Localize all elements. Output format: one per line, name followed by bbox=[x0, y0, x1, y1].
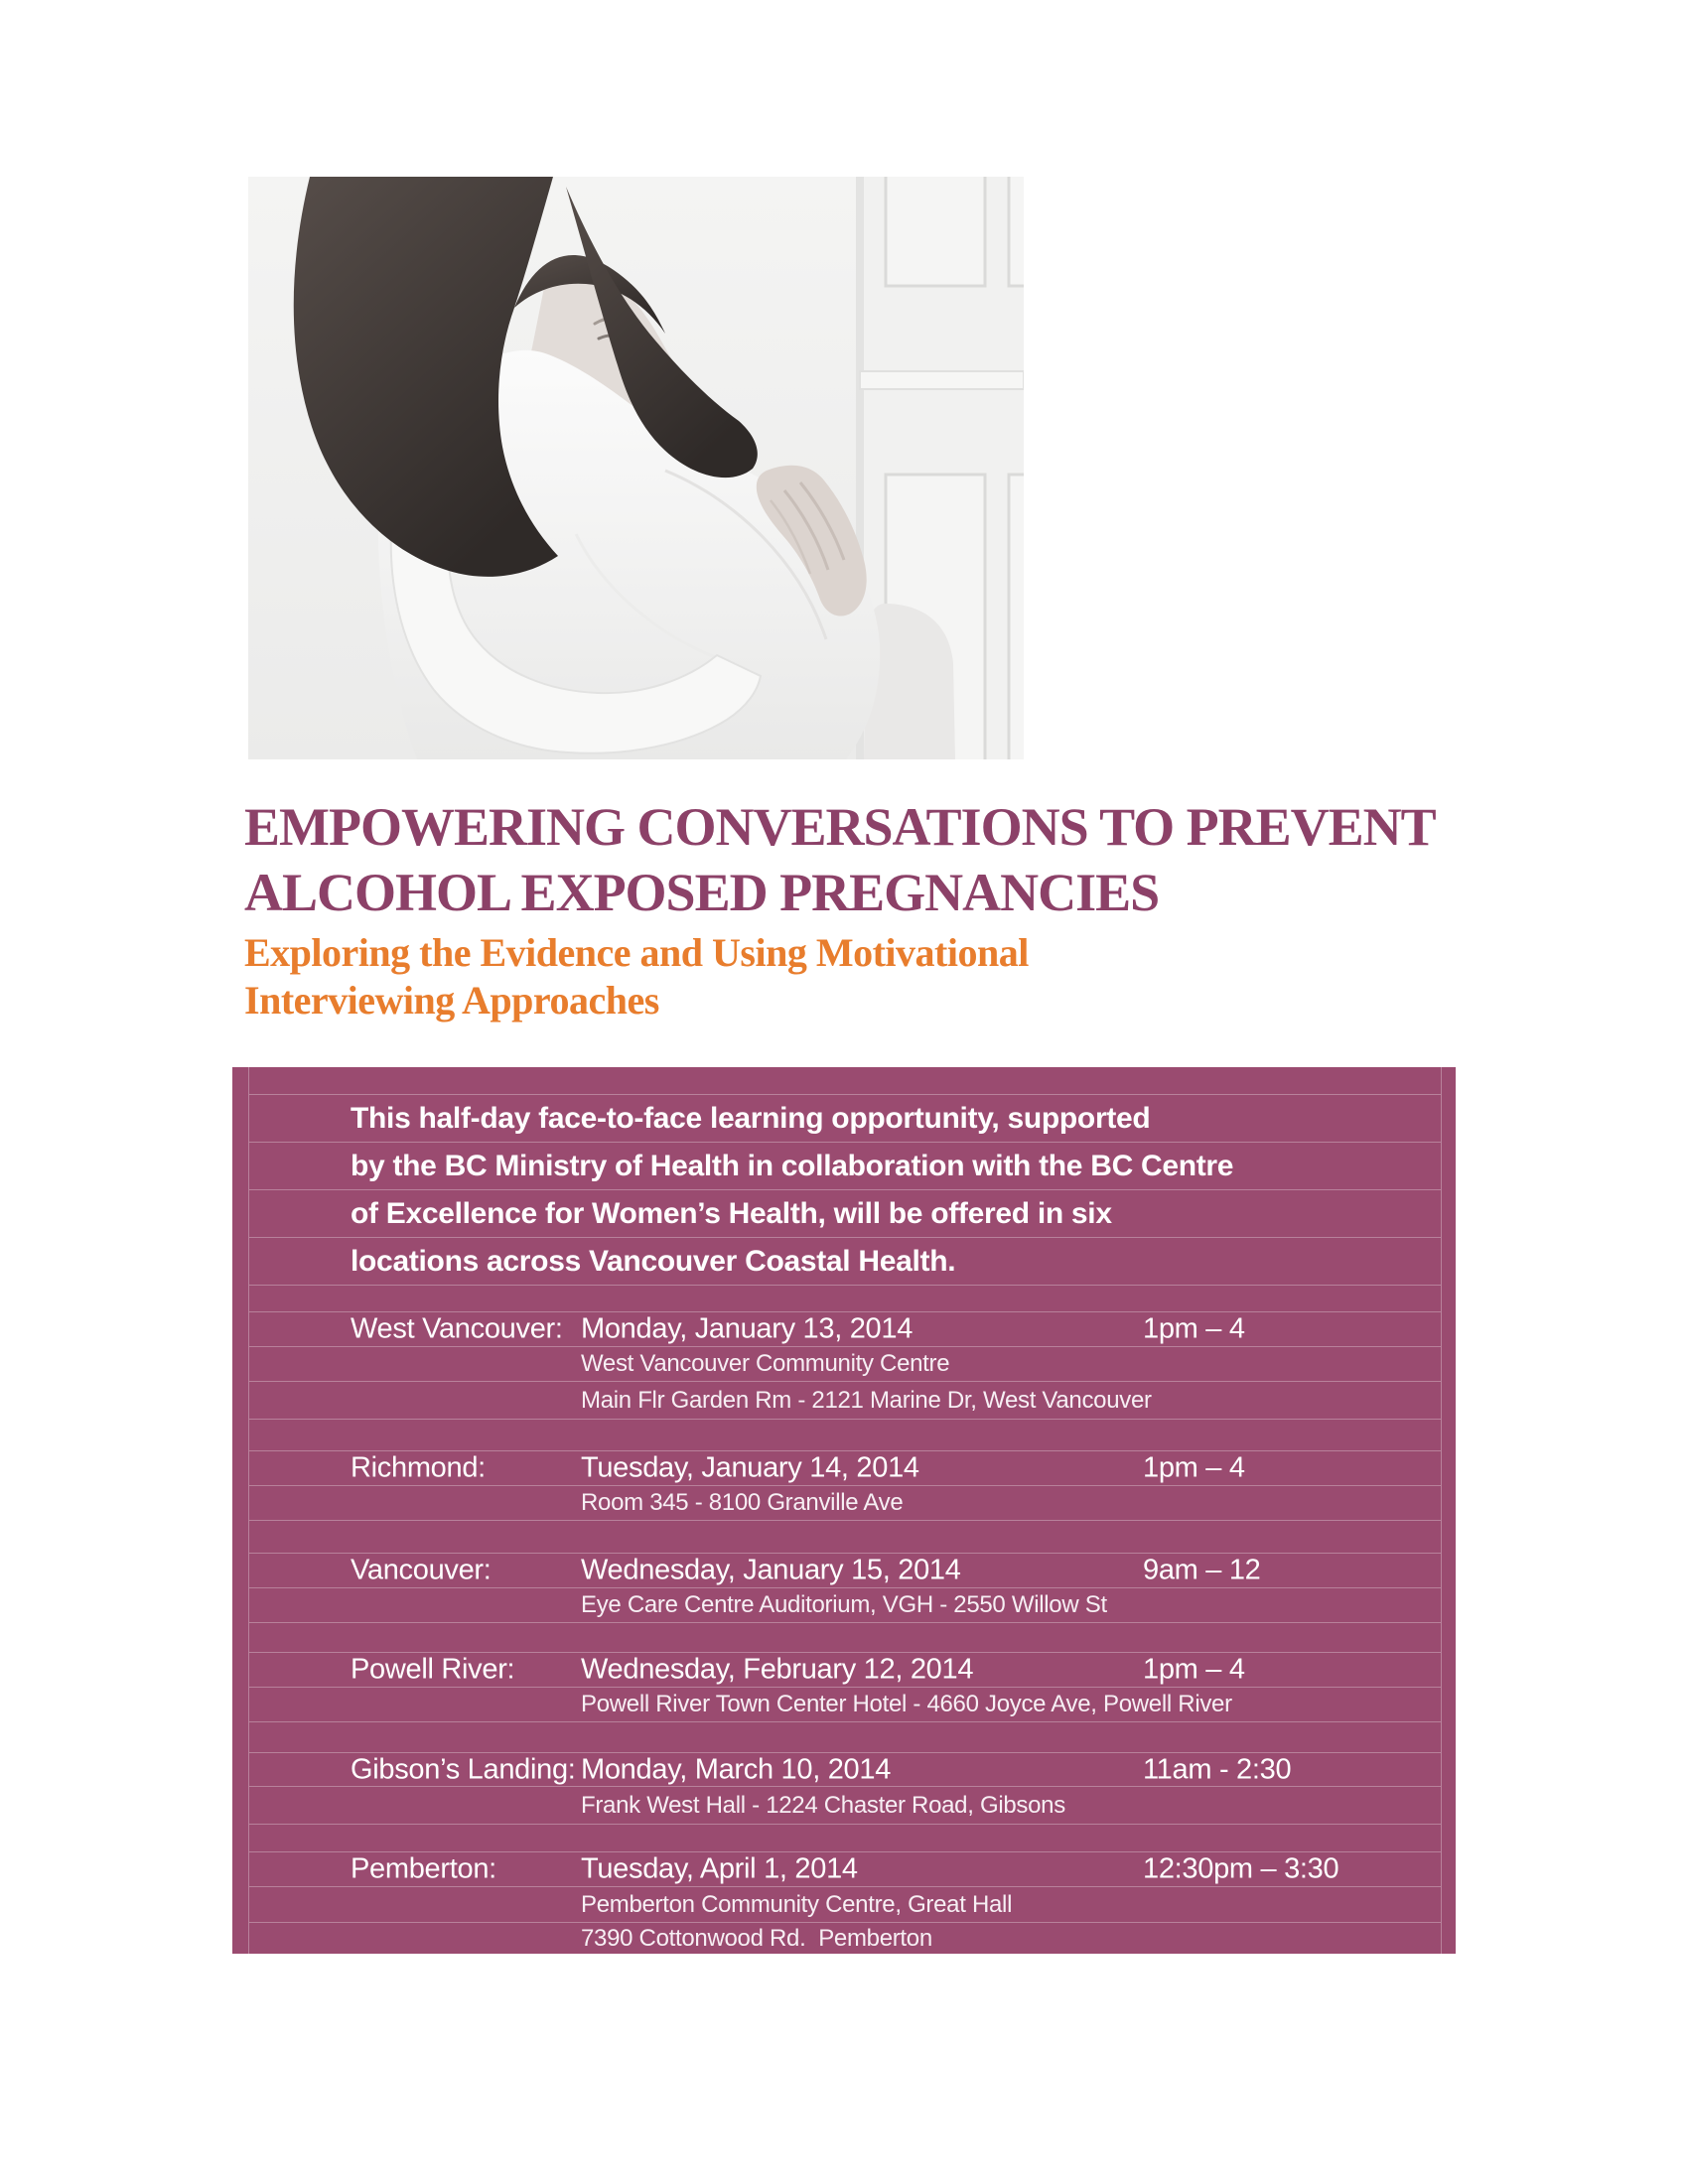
page-title-line-2: ALCOHOL EXPOSED PREGNANCIES bbox=[244, 863, 1160, 922]
event-row-venue bbox=[249, 1787, 1441, 1825]
page-subtitle-line-2: Interviewing Approaches bbox=[244, 978, 659, 1023]
events-table bbox=[232, 1067, 1456, 1954]
location-cell: Pemberton: bbox=[351, 1852, 496, 1885]
page-subtitle bbox=[244, 929, 1495, 1024]
date-cell: Wednesday, February 12, 2014 bbox=[581, 1653, 974, 1686]
intro-text: locations across Vancouver Coastal Health. bbox=[351, 1244, 956, 1278]
event-row-venue bbox=[249, 1382, 1441, 1420]
time-cell: 12:30pm – 3:30 bbox=[1143, 1852, 1339, 1885]
spacer-row bbox=[249, 1623, 1441, 1653]
spacer-row bbox=[249, 1722, 1441, 1753]
intro-row bbox=[249, 1238, 1441, 1286]
venue-cell: West Vancouver Community Centre bbox=[581, 1350, 950, 1377]
venue-cell: 7390 Cottonwood Rd. Pemberton bbox=[581, 1924, 932, 1952]
time-cell: 1pm – 4 bbox=[1143, 1312, 1245, 1345]
venue-cell: Pemberton Community Centre, Great Hall bbox=[581, 1890, 1013, 1918]
spacer-row bbox=[249, 1286, 1441, 1312]
venue-cell: Room 345 - 8100 Granville Ave bbox=[581, 1489, 904, 1516]
location-cell: Vancouver: bbox=[351, 1554, 492, 1586]
event-row-main bbox=[249, 1451, 1441, 1486]
spacer-row bbox=[249, 1420, 1441, 1451]
time-cell: 1pm – 4 bbox=[1143, 1653, 1245, 1686]
event-row-venue bbox=[249, 1887, 1441, 1923]
intro-row bbox=[249, 1095, 1441, 1143]
venue-cell: Frank West Hall - 1224 Chaster Road, Gibsons bbox=[581, 1791, 1065, 1819]
page-title bbox=[244, 794, 1495, 925]
intro-text: This half-day face-to-face learning opportunity, supported bbox=[351, 1101, 1151, 1135]
spacer-row bbox=[249, 1067, 1441, 1095]
date-cell: Tuesday, April 1, 2014 bbox=[581, 1852, 858, 1885]
page-title-line-1: EMPOWERING CONVERSATIONS TO PREVENT bbox=[244, 797, 1436, 857]
event-row-main bbox=[249, 1312, 1441, 1347]
event-row-venue bbox=[249, 1347, 1441, 1382]
venue-cell: Powell River Town Center Hotel - 4660 Joyce Ave, Powell River bbox=[581, 1691, 1232, 1717]
date-cell: Monday, March 10, 2014 bbox=[581, 1753, 892, 1785]
event-row-venue bbox=[249, 1688, 1441, 1722]
location-cell: Richmond: bbox=[351, 1451, 486, 1484]
location-cell: West Vancouver: bbox=[351, 1312, 563, 1345]
date-cell: Monday, January 13, 2014 bbox=[581, 1312, 914, 1345]
location-cell: Powell River: bbox=[351, 1653, 515, 1686]
location-cell: Gibson’s Landing: bbox=[351, 1753, 576, 1785]
event-row-main bbox=[249, 1554, 1441, 1588]
date-cell: Wednesday, January 15, 2014 bbox=[581, 1554, 961, 1586]
intro-row bbox=[249, 1190, 1441, 1238]
intro-text: of Excellence for Women’s Health, will be offered in six bbox=[351, 1196, 1112, 1230]
event-row-venue bbox=[249, 1923, 1441, 1954]
table-grid bbox=[248, 1067, 1442, 1954]
event-row-main bbox=[249, 1653, 1441, 1688]
date-cell: Tuesday, January 14, 2014 bbox=[581, 1451, 919, 1484]
event-row-venue bbox=[249, 1486, 1441, 1521]
time-cell: 1pm – 4 bbox=[1143, 1451, 1245, 1484]
spacer-row bbox=[249, 1825, 1441, 1852]
time-cell: 9am – 12 bbox=[1143, 1554, 1261, 1586]
page-subtitle-line-1: Exploring the Evidence and Using Motivational bbox=[244, 930, 1029, 975]
spacer-row bbox=[249, 1521, 1441, 1554]
time-cell: 11am - 2:30 bbox=[1143, 1753, 1292, 1785]
venue-cell: Eye Care Centre Auditorium, VGH - 2550 Willow St bbox=[581, 1591, 1107, 1618]
pregnant-woman-photo bbox=[248, 177, 1024, 759]
event-row-main bbox=[249, 1852, 1441, 1887]
event-row-main bbox=[249, 1753, 1441, 1787]
venue-cell: Main Flr Garden Rm - 2121 Marine Dr, West Vancouver bbox=[581, 1386, 1152, 1414]
pregnant-woman-photo-svg bbox=[248, 177, 1024, 759]
event-row-venue bbox=[249, 1588, 1441, 1623]
intro-row bbox=[249, 1143, 1441, 1190]
intro-text: by the BC Ministry of Health in collaboration with the BC Centre bbox=[351, 1149, 1234, 1182]
